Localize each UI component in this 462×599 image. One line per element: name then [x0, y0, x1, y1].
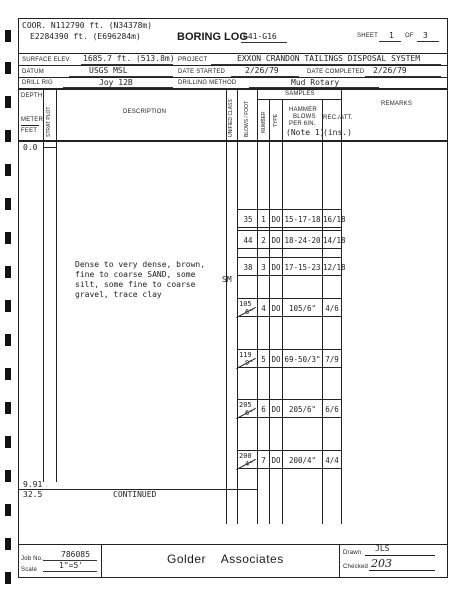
surface-elev-label: SURFACE ELEV. [22, 57, 72, 63]
blows-per-foot: 38 [243, 263, 253, 272]
sheet-number: 1 [389, 31, 394, 40]
scale-value: 1"=5' [59, 561, 84, 570]
recovery: 7/9 [325, 355, 339, 364]
sample-row-line [238, 230, 341, 231]
binder-hole [5, 334, 11, 346]
company-name: Golder Associates [167, 552, 284, 566]
sample-type: DO [271, 405, 281, 414]
soil-description: Dense to very dense, brown, fine to coarse SAND, some silt, some fine to coarse gravel, trace clay [75, 260, 206, 299]
blows-per-foot-numerator: 119 [239, 351, 252, 359]
recovery: 4/4 [325, 456, 339, 465]
job-no-label: Job No. [21, 556, 44, 562]
blows-per-foot-numerator: 200 [239, 452, 252, 460]
column-line [237, 89, 238, 524]
remarks-header: REMARKS [381, 101, 413, 107]
number-header: NUMBER [261, 111, 267, 133]
datum-label: DATUM [22, 69, 44, 75]
hammer-blows-header: BLOWS [293, 114, 316, 120]
date-started-underline [231, 76, 299, 77]
sample-number: 6 [261, 405, 266, 414]
sheet-of-label: OF [405, 33, 414, 39]
sheet-total-underline [417, 41, 439, 42]
project-label: PROJECT [178, 57, 208, 63]
binder-hole [5, 96, 11, 108]
hammer-blows: 69-50/3" [284, 355, 321, 364]
hammer-blows: 17-15-23 [284, 263, 321, 272]
hammer-per-header: PER 6IN. [289, 121, 316, 127]
sample-row-line [238, 275, 341, 276]
datum-value: USGS MSL [89, 66, 128, 75]
sample-row-line [238, 227, 341, 228]
blows-per-foot-numerator: 205 [239, 401, 252, 409]
binder-hole [5, 164, 11, 176]
rec-units: (ins.) [323, 128, 352, 137]
drilling-method-underline [249, 87, 379, 88]
sample-number: 4 [261, 304, 266, 313]
hammer-blows: 105/6" [288, 304, 317, 313]
scale-underline [43, 571, 97, 572]
meter-header: METER [21, 117, 43, 123]
continued-label: CONTINUED [113, 490, 157, 499]
sheet-number-underline [379, 41, 401, 42]
binder-hole [5, 368, 11, 380]
recovery: 4/6 [325, 304, 339, 313]
binder-hole [5, 538, 11, 550]
column-header-bottom [19, 140, 447, 142]
blows-per-foot-denominator: 9" [245, 359, 254, 367]
job-no-value: 786085 [61, 550, 90, 559]
binder-hole [5, 266, 11, 278]
sample-type: DO [271, 215, 281, 224]
drilling-method-label: DRILLING METHOD [178, 80, 237, 86]
sample-row-line [238, 399, 341, 400]
project-underline [211, 64, 441, 65]
checked-label: Checked [343, 564, 369, 570]
surface-elev-value: 1685.7 ft. (513.8m) [83, 54, 175, 63]
sample-type: DO [271, 236, 281, 245]
sample-number: 2 [261, 236, 266, 245]
drill-rig-label: DRILL RIG [22, 80, 53, 86]
drilling-method-value: Mud Rotary [291, 78, 340, 87]
boring-id-underline [241, 42, 287, 43]
boring-log-sheet [18, 18, 448, 578]
strat-plot-header: STRAT PLOT [46, 106, 52, 137]
header-divider [19, 77, 447, 78]
binder-hole [5, 470, 11, 482]
coordinates-east: E2284390 ft. (E696284m) [30, 32, 141, 41]
sample-row-line [238, 367, 341, 368]
recovery: 14/18 [323, 236, 346, 245]
sample-row-line [238, 248, 341, 249]
footer-divider [339, 544, 340, 577]
drawn-underline [365, 555, 435, 556]
blows-per-foot-denominator: 4" [245, 460, 254, 468]
binder-hole [5, 198, 11, 210]
top-depth: 0.0 [23, 143, 38, 152]
hammer-blows: 205/6" [288, 405, 317, 414]
binder-hole [5, 402, 11, 414]
binder-hole [5, 232, 11, 244]
sample-type: DO [271, 263, 281, 272]
date-completed-underline [365, 76, 441, 77]
blows-foot-header: BLOWS / FOOT [244, 100, 250, 137]
sample-row-line [238, 468, 341, 469]
checked-underline [369, 570, 435, 571]
unified-class-header: UNIFIED CLASS [228, 99, 234, 137]
sample-row-line [238, 298, 341, 299]
column-line [56, 89, 57, 482]
bottom-depth-ft: 32.5 [23, 490, 43, 499]
footer-divider [101, 544, 102, 577]
blows-per-foot-numerator: 105 [239, 300, 252, 308]
description-header: DESCRIPTION [123, 109, 167, 115]
binder-hole [5, 436, 11, 448]
binder-hole [5, 504, 11, 516]
rec-att-header: REC./ATT. [323, 115, 353, 121]
top-depth-tick [43, 147, 56, 148]
hammer-note: (Note 1) [286, 128, 325, 137]
drawn-by: JLS [375, 544, 390, 553]
sample-type: DO [271, 304, 281, 313]
recovery: 12/18 [323, 263, 346, 272]
sample-row-line [238, 349, 341, 350]
hammer-blows: 15-17-18 [284, 215, 321, 224]
checked-by: 203 [371, 557, 392, 570]
sample-number: 1 [261, 215, 266, 224]
recovery: 6/6 [325, 405, 339, 414]
sample-row-line [238, 417, 341, 418]
binder-hole [5, 30, 11, 42]
column-line [341, 89, 342, 524]
sample-number: 3 [261, 263, 266, 272]
header-bottom-line [19, 88, 447, 90]
recovery: 16/18 [323, 215, 346, 224]
date-started-label: DATE STARTED [178, 69, 226, 75]
blows-per-foot-denominator: 6" [245, 308, 254, 316]
blows-per-foot: 35 [243, 215, 253, 224]
hammer-blows: 200/4" [288, 456, 317, 465]
samples-header: SAMPLES [285, 91, 315, 97]
binder-hole [5, 130, 11, 142]
drill-rig-underline [63, 87, 173, 88]
document-title: BORING LOG [177, 31, 248, 43]
project-value: EXXON CRANDON TAILINGS DISPOSAL SYSTEM [237, 54, 421, 63]
date-completed-label: DATE COMPLETED [307, 69, 365, 75]
sample-row-line [238, 209, 341, 210]
sample-row-line [238, 450, 341, 451]
sample-row-line [238, 257, 341, 258]
feet-header: FEET [21, 128, 38, 134]
sample-number: 5 [261, 355, 266, 364]
date-started-value: 2/26/79 [245, 66, 279, 75]
drawn-label: Drawn [343, 550, 362, 556]
column-line [226, 89, 227, 524]
sheet-total: 3 [423, 31, 428, 40]
unified-class-code: SM [222, 275, 232, 284]
boring-id: G41-G16 [243, 32, 277, 41]
sheet-label: SHEET [357, 33, 379, 39]
sample-type: DO [271, 355, 281, 364]
bottom-depth-m: 9.91 [23, 480, 43, 489]
binder-hole [5, 300, 11, 312]
meter-feet-divider [21, 125, 39, 126]
date-completed-value: 2/26/79 [373, 66, 407, 75]
sample-type: DO [271, 456, 281, 465]
coordinates-north: COOR. N112790 ft. (N34378m) [22, 21, 153, 30]
binder-hole [5, 62, 11, 74]
depth-header: DEPTH [21, 93, 43, 99]
hammer-header: HAMMER [289, 107, 317, 113]
blows-per-foot-denominator: 6" [245, 409, 254, 417]
binder-hole [5, 572, 11, 584]
drill-rig-value: Joy 12B [99, 78, 133, 87]
blows-per-foot: 44 [243, 236, 253, 245]
scale-label: Scale [21, 567, 38, 573]
type-header: TYPE [273, 113, 279, 127]
sample-number: 7 [261, 456, 266, 465]
sample-row-line [238, 316, 341, 317]
datum-underline [69, 76, 173, 77]
surface-elev-underline [81, 64, 173, 65]
hammer-blows: 18-24-20 [284, 236, 321, 245]
